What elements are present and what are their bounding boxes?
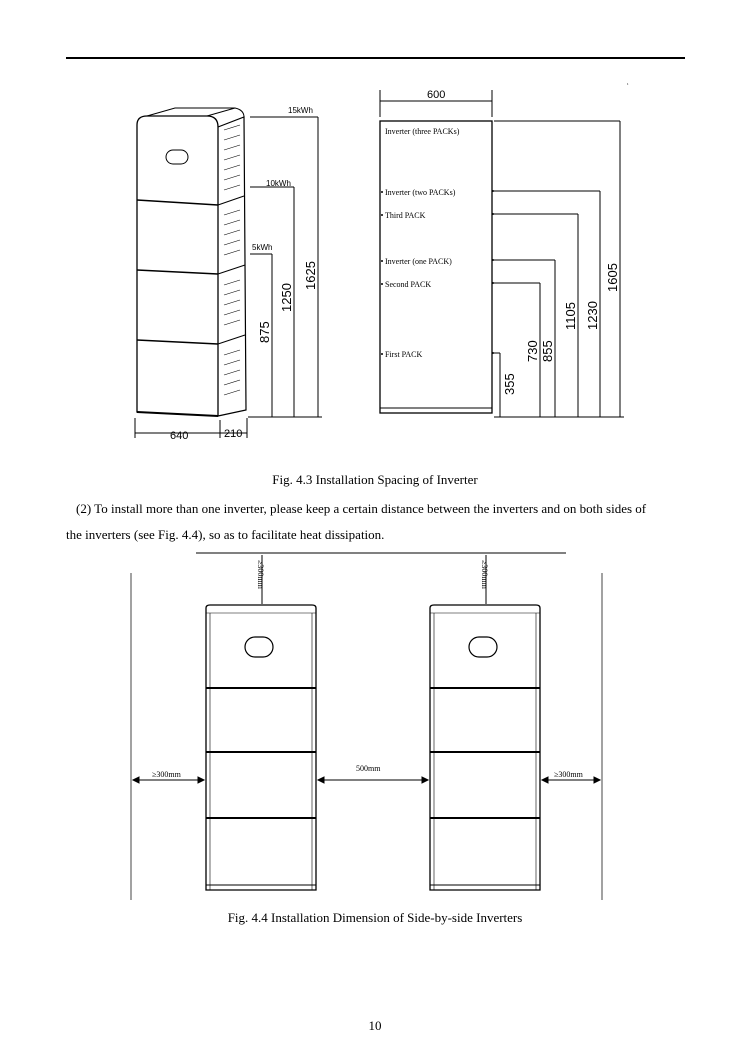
top-clearance-left-label: ≥300mm xyxy=(256,560,265,589)
label-second-pack: Second PACK xyxy=(385,280,432,289)
height-label-855: 855 xyxy=(540,340,555,362)
top-clearance-right-label: ≥300mm xyxy=(480,560,489,589)
label-inverter-two-packs: Inverter (two PACKs) xyxy=(385,188,456,197)
capacity-label-10kwh: 10kWh xyxy=(266,179,291,188)
tick-mark: ‘ xyxy=(627,83,629,90)
height-label-1105: 1105 xyxy=(563,302,578,330)
component-labels xyxy=(385,127,460,359)
capacity-label-5kwh: 5kWh xyxy=(252,243,273,252)
side-clearance-right-label: ≥300mm xyxy=(554,770,583,779)
between-clearance-label: 500mm xyxy=(356,764,381,773)
height-label-1250: 1250 xyxy=(279,283,294,312)
height-label-875: 875 xyxy=(257,321,272,343)
figure-4-3-diagram xyxy=(100,75,660,450)
left-inverter xyxy=(206,605,316,890)
capacity-label-15kwh: 15kWh xyxy=(288,106,313,115)
height-label-1625: 1625 xyxy=(303,261,318,290)
body-paragraph xyxy=(66,496,686,548)
figure-4-3-caption: Fig. 4.3 Installation Spacing of Inverter xyxy=(272,472,478,487)
figure-4-3-left-cabinet xyxy=(135,108,247,438)
paragraph-line-1: (2) To install more than one inverter, please keep a certain distance between the inverters and on both sides of xyxy=(76,501,647,516)
figure-4-4-diagram xyxy=(120,545,620,905)
height-label-1605: 1605 xyxy=(605,263,620,292)
label-inverter-one-pack: Inverter (one PACK) xyxy=(385,257,452,266)
figure-4-4-caption: Fig. 4.4 Installation Dimension of Side-by-side Inverters xyxy=(227,910,523,925)
width-label-640: 640 xyxy=(170,430,189,442)
right-inverter xyxy=(430,605,540,890)
width-label-600: 600 xyxy=(427,89,446,101)
height-label-730: 730 xyxy=(525,340,540,362)
side-clearance-left-label: ≥300mm xyxy=(152,770,181,779)
label-first-pack: First PACK xyxy=(385,350,423,359)
page-number: 10 xyxy=(368,1018,382,1033)
paragraph-line-2: the inverters (see Fig. 4.4), so as to facilitate heat dissipation. xyxy=(66,527,385,542)
figure-4-3-right-cabinet xyxy=(380,90,624,417)
label-third-pack: Third PACK xyxy=(385,211,426,220)
height-label-1230: 1230 xyxy=(585,301,600,330)
header-rule xyxy=(66,57,685,59)
label-inverter-three-packs: Inverter (three PACKs) xyxy=(385,127,460,136)
depth-label-210: 210 xyxy=(224,428,243,440)
height-label-355: 355 xyxy=(502,373,517,395)
